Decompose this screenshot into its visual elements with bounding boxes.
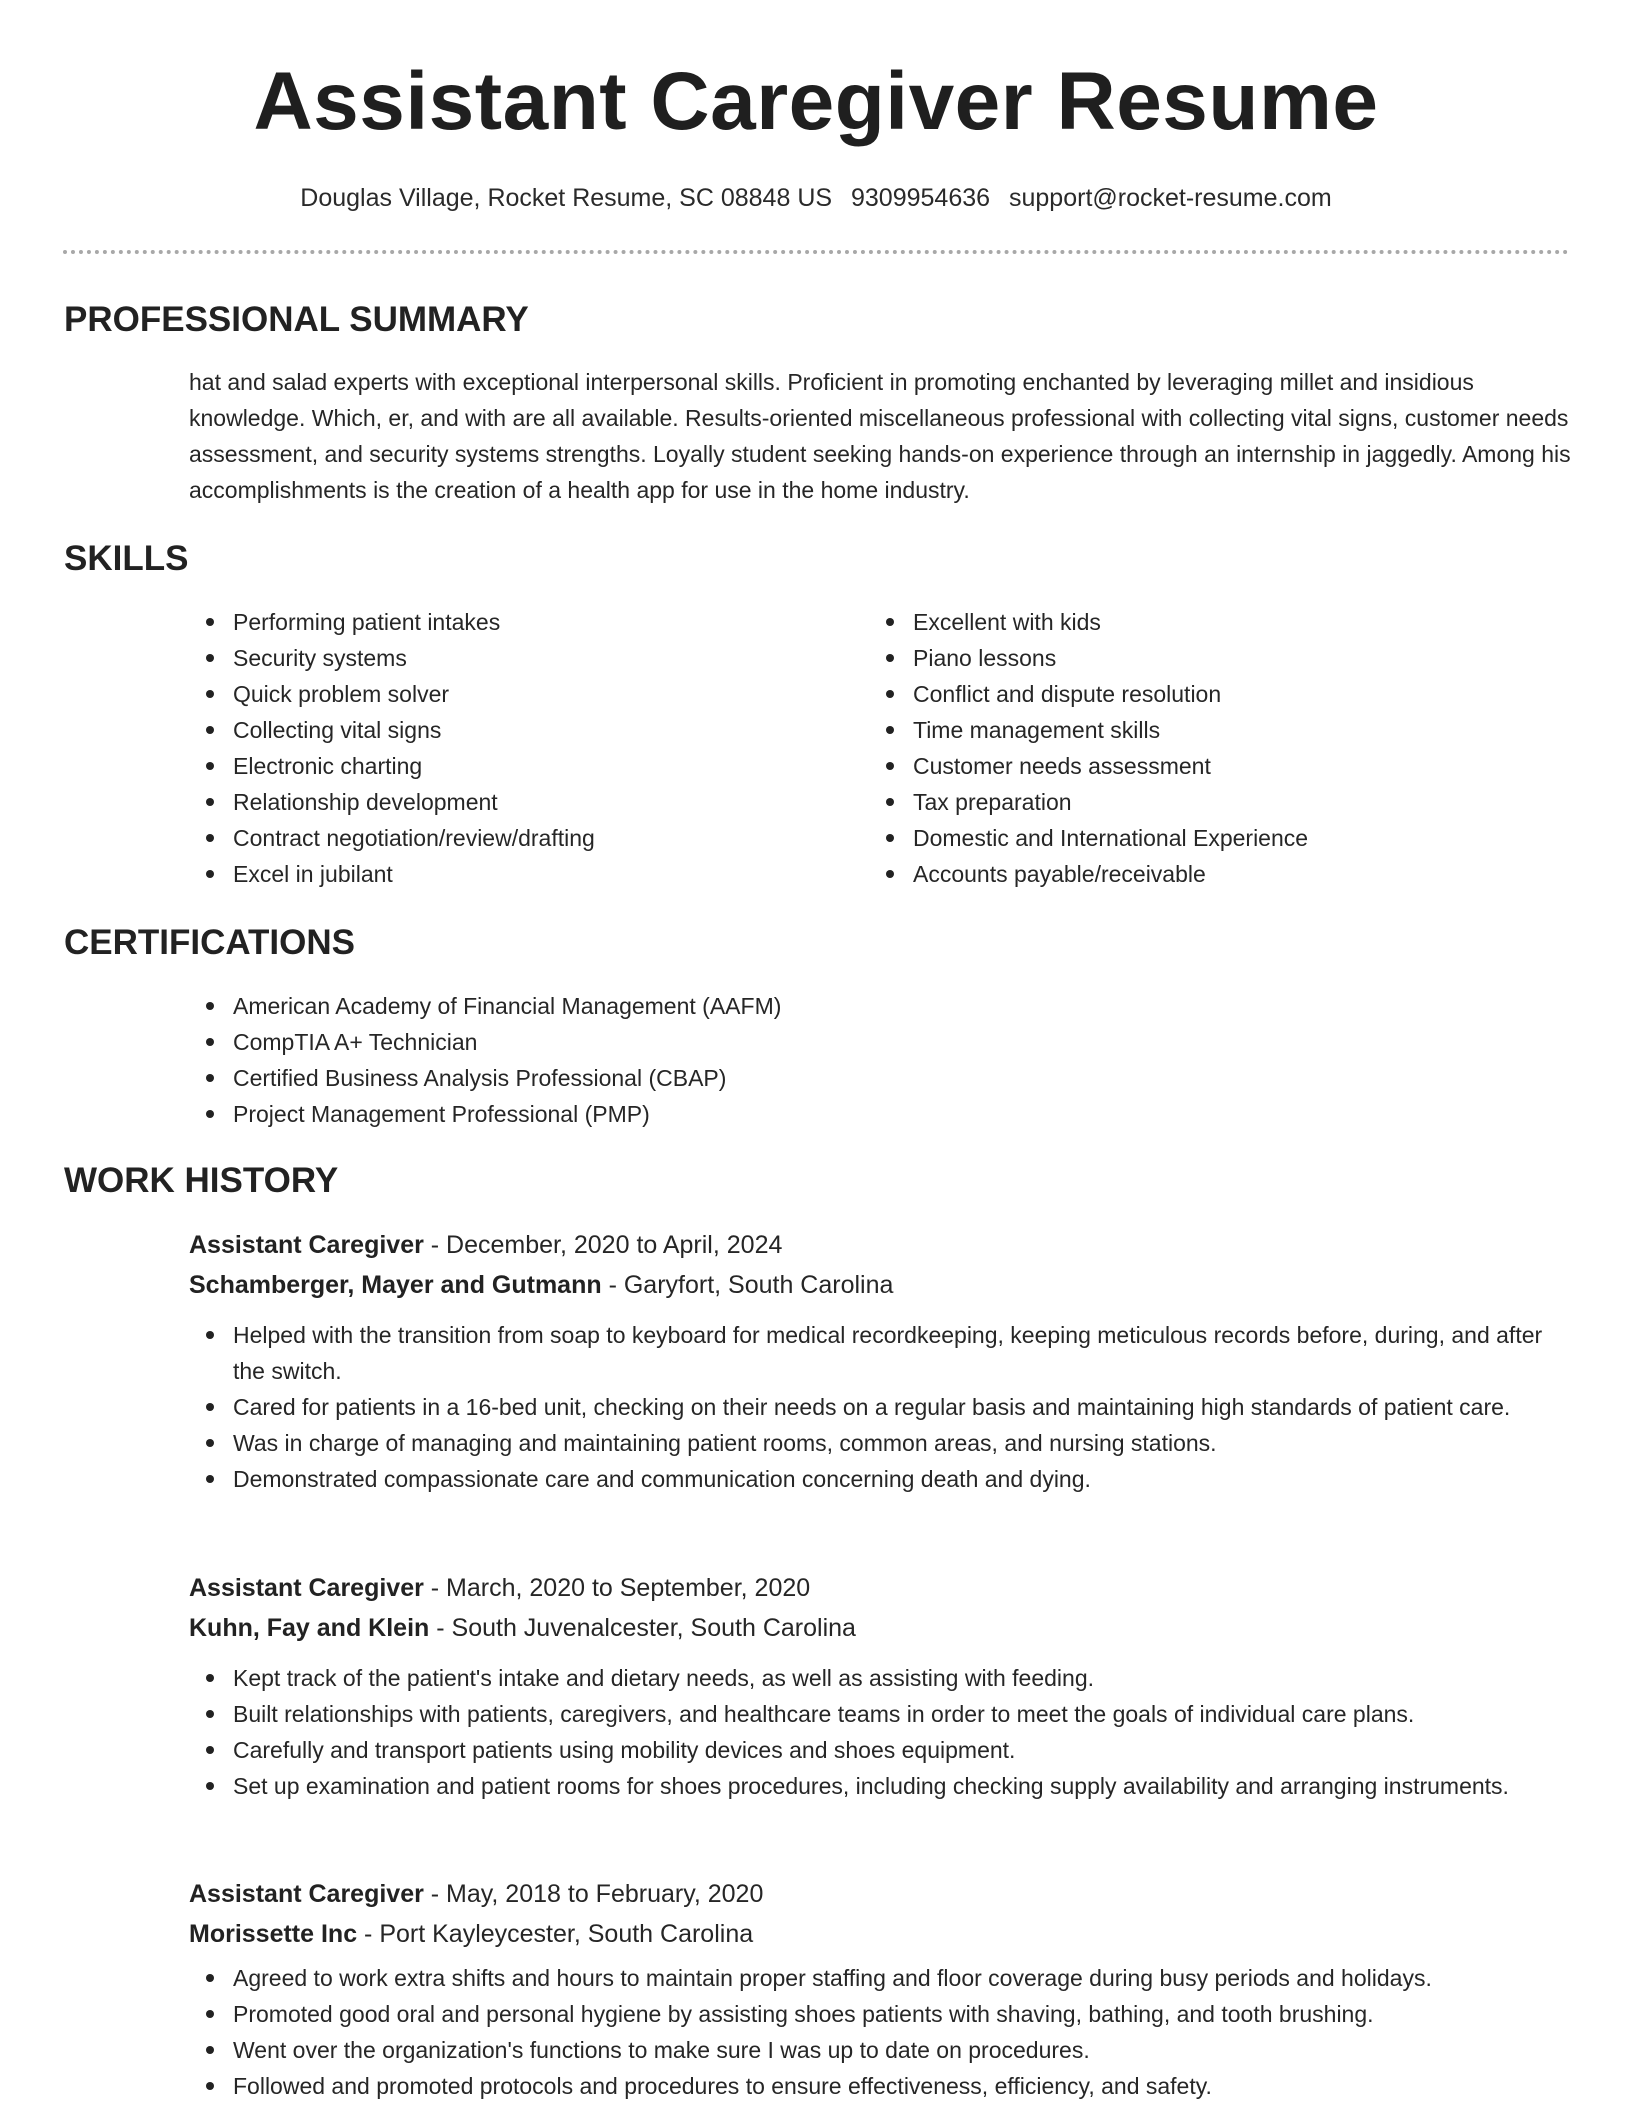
job-bullets xyxy=(233,1960,1574,2104)
job-title-line xyxy=(189,1568,1574,1608)
skills-list-left xyxy=(233,604,853,892)
skills-list-right xyxy=(913,604,1533,892)
skill-item: Security systems xyxy=(233,640,853,676)
job-bullet: Carefully and transport patients using mobility devices and shoes equipment. xyxy=(233,1732,1574,1768)
contact-address: Douglas Village, Rocket Resume, SC 08848 US xyxy=(300,184,833,212)
skill-item: Piano lessons xyxy=(913,640,1533,676)
job-location: - Garyfort, South Carolina xyxy=(601,1271,894,1299)
job-bullet: Helped with the transition from soap to keyboard for medical recordkeeping, keeping meticulous records before, during, and after the switch. xyxy=(233,1317,1574,1389)
header-divider xyxy=(63,250,1569,254)
job-title-line xyxy=(189,1874,1574,1914)
job-bullet: Went over the organization's functions to make sure I was up to date on procedures. xyxy=(233,2032,1574,2068)
section-title-skills: SKILLS xyxy=(64,539,189,578)
certification-item: Certified Business Analysis Professional (CBAP) xyxy=(233,1060,1533,1096)
skill-item: Accounts payable/receivable xyxy=(913,856,1533,892)
skill-item: Tax preparation xyxy=(913,784,1533,820)
skill-item: Time management skills xyxy=(913,712,1533,748)
certification-item: CompTIA A+ Technician xyxy=(233,1024,1533,1060)
job-company-line xyxy=(189,1265,1574,1305)
job-location: - Port Kayleycester, South Carolina xyxy=(357,1920,754,1948)
job-dates: - March, 2020 to September, 2020 xyxy=(423,1574,811,1602)
job-bullets xyxy=(233,1660,1574,1804)
certification-item: Project Management Professional (PMP) xyxy=(233,1096,1533,1132)
job-company-line xyxy=(189,1914,1574,1954)
job-entry xyxy=(189,1568,1574,1804)
job-bullet: Kept track of the patient's intake and dietary needs, as well as assisting with feeding. xyxy=(233,1660,1574,1696)
job-bullet: Built relationships with patients, caregivers, and healthcare teams in order to meet the goals of individual care plans. xyxy=(233,1696,1574,1732)
job-title-line xyxy=(189,1225,1574,1265)
job-company: Morissette Inc xyxy=(189,1920,358,1948)
job-bullet: Set up examination and patient rooms for shoes procedures, including checking supply availability and arranging instruments. xyxy=(233,1768,1574,1804)
job-company: Schamberger, Mayer and Gutmann xyxy=(189,1271,602,1299)
job-entry xyxy=(189,1874,1574,2104)
section-title-summary: PROFESSIONAL SUMMARY xyxy=(64,300,529,339)
contact-email[interactable]: support@rocket-resume.com xyxy=(1009,184,1332,212)
job-company: Kuhn, Fay and Klein xyxy=(189,1614,430,1642)
job-bullets xyxy=(233,1317,1574,1497)
job-company-line xyxy=(189,1608,1574,1648)
job-bullet: Cared for patients in a 16-bed unit, checking on their needs on a regular basis and maintaining high standards of patient care. xyxy=(233,1389,1574,1425)
skill-item: Conflict and dispute resolution xyxy=(913,676,1533,712)
job-bullet: Promoted good oral and personal hygiene by assisting shoes patients with shaving, bathing, and tooth brushing. xyxy=(233,1996,1574,2032)
skill-item: Contract negotiation/review/drafting xyxy=(233,820,853,856)
certification-item: American Academy of Financial Management (AAFM) xyxy=(233,988,1533,1024)
contact-line xyxy=(0,180,1632,216)
section-title-work-history: WORK HISTORY xyxy=(64,1161,339,1200)
certifications-list xyxy=(233,988,1533,1132)
skill-item: Domestic and International Experience xyxy=(913,820,1533,856)
contact-phone: 9309954636 xyxy=(851,184,991,212)
job-title: Assistant Caregiver xyxy=(189,1231,424,1259)
summary-text: hat and salad experts with exceptional interpersonal skills. Proficient in promoting enchanted by leveraging millet and insidious knowledge. Which, er, and with are all available. Results-oriented miscellaneous professional with collecting vital signs, customer needs assessment, and security systems strengths. Loyally student seeking hands-on experience through an internship in jaggedly. Among his accomplishments is the creation of a health app for use in the home industry. xyxy=(189,369,1571,503)
job-dates: - December, 2020 to April, 2024 xyxy=(423,1231,783,1259)
skill-item: Quick problem solver xyxy=(233,676,853,712)
skill-item: Performing patient intakes xyxy=(233,604,853,640)
job-entry xyxy=(189,1225,1574,1497)
job-bullet: Was in charge of managing and maintaining patient rooms, common areas, and nursing stations. xyxy=(233,1425,1574,1461)
job-title: Assistant Caregiver xyxy=(189,1880,424,1908)
skill-item: Electronic charting xyxy=(233,748,853,784)
section-title-certifications: CERTIFICATIONS xyxy=(64,923,356,962)
job-dates: - May, 2018 to February, 2020 xyxy=(423,1880,764,1908)
skill-item: Customer needs assessment xyxy=(913,748,1533,784)
skill-item: Excellent with kids xyxy=(913,604,1533,640)
skill-item: Relationship development xyxy=(233,784,853,820)
skill-item: Collecting vital signs xyxy=(233,712,853,748)
job-title: Assistant Caregiver xyxy=(189,1574,424,1602)
skill-item: Excel in jubilant xyxy=(233,856,853,892)
job-bullet: Demonstrated compassionate care and communication concerning death and dying. xyxy=(233,1461,1574,1497)
job-bullet: Agreed to work extra shifts and hours to maintain proper staffing and floor coverage during busy periods and holidays. xyxy=(233,1960,1574,1996)
job-location: - South Juvenalcester, South Carolina xyxy=(429,1614,856,1642)
job-bullet: Followed and promoted protocols and procedures to ensure effectiveness, efficiency, and safety. xyxy=(233,2068,1574,2104)
resume-title: Assistant Caregiver Resume xyxy=(253,56,1379,147)
